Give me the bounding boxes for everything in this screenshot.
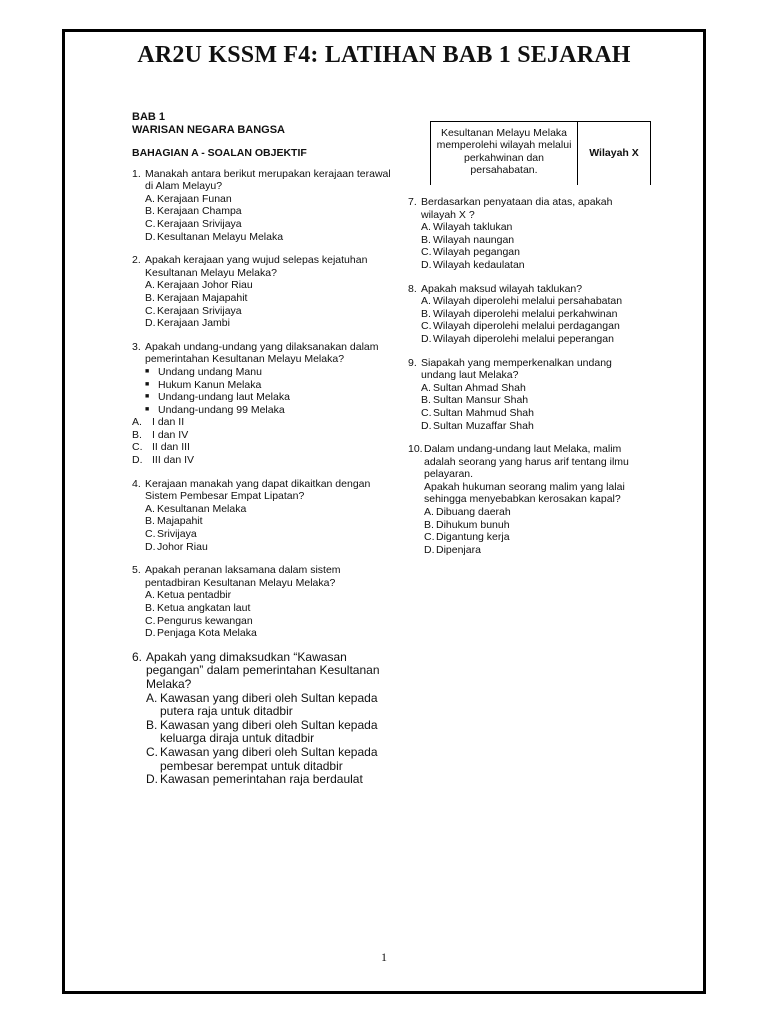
question-stem [408,443,648,506]
answer-options [408,382,648,432]
option-letter: A. [421,221,431,234]
question-text [421,196,648,221]
option-text: II dan III [152,441,190,454]
answer-option [145,627,394,640]
question-text [145,254,394,279]
option-text: Kesultanan Melaka [157,502,247,515]
question-number: 9. [408,356,417,369]
answer-option [421,221,648,234]
option-text: Ketua angkatan laut [157,602,251,614]
option-letter: D. [145,317,156,330]
option-letter: A. [145,279,155,292]
statement-text: Undang-undang 99 Melaka [158,403,285,416]
statement-item [145,366,394,379]
option-text: Wilayah taklukan [433,221,513,234]
question-number: 8. [408,282,417,295]
question-6 [132,651,394,787]
answer-option [132,441,394,454]
option-letter: A. [145,589,155,602]
statement-item [145,391,394,404]
question-text-line: Apakah peranan laksamana dalam sistem pentadbiran Kesultanan Melayu Melaka? [145,564,341,589]
answer-options [132,692,394,787]
statement-text: Hukum Kanun Melaka [158,378,262,391]
answer-options [132,193,394,243]
question-text-line: Apakah undang-undang yang dilaksanakan dalam pemerintahan Kesultanan Melayu Melaka? [145,340,379,366]
chapter-name: WARISAN NEGARA BANGSA [132,124,285,136]
answer-option [132,416,394,429]
question-text [421,283,648,296]
question-stem [132,254,394,279]
option-text: Kerajaan Majapahit [157,291,248,304]
question-stem [132,341,394,366]
answer-options [408,506,648,556]
option-text: Sultan Ahmad Shah [433,381,526,394]
answer-option [421,234,648,247]
option-text: I dan IV [152,428,189,441]
question-text-line: Manakah antara berikut merupakan kerajaan terawal di Alam Melayu? [145,167,391,193]
answer-option [145,231,394,244]
option-letter: B. [145,515,155,528]
question-2 [132,254,394,330]
option-text: Digantung kerja [436,531,510,544]
bullet-icon: ■ [145,393,150,401]
question-text-line-2: Apakah hukuman seorang malim yang lalai sehingga menyebabkan kerosakan kapal? [424,480,625,506]
answer-option [421,407,648,420]
answer-option [421,394,648,407]
option-letter: C. [145,614,156,627]
question-number: 2. [132,254,141,267]
option-letter: B. [145,205,155,218]
option-letter: B. [421,307,431,320]
question-8 [408,283,648,346]
option-letter: A. [132,416,142,429]
question-7 [408,196,648,272]
page-title: AR2U KSSM F4: LATIHAN BAB 1 SEJARAH [137,42,631,68]
option-letter: D. [145,230,156,243]
option-letter: A. [146,690,158,705]
option-letter: A. [145,502,155,515]
info-box-statement: Kesultanan Melayu Melaka memperolehi wilayah melalui perkahwinan dan persahabatan. [431,122,578,185]
question-stem [132,168,394,193]
question-stem [132,651,394,692]
question-9 [408,357,648,433]
section-heading: BAHAGIAN A - SOALAN OBJEKTIF [132,147,307,159]
option-letter: B. [421,233,431,246]
question-text-line: Dalam undang-undang laut Melaka, malim adalah seorang yang harus arif tentang ilmu pelayaran. [424,443,629,481]
answer-option [145,541,394,554]
answer-option [145,589,394,602]
answer-option [145,503,394,516]
option-text: Ketua pentadbir [157,589,232,602]
page-number: 1 [381,950,387,964]
answer-option [145,305,394,318]
option-letter: C. [145,304,156,317]
answer-option [146,692,394,719]
option-letter: D. [421,258,432,271]
question-stem [132,564,394,589]
option-text: Pengurus kewangan [157,614,253,627]
bullet-icon: ■ [145,367,150,375]
answer-option [145,193,394,206]
answer-option [145,528,394,541]
left-column [132,111,394,798]
answer-option [145,602,394,615]
statement-list [132,366,394,416]
option-text: Wilayah pegangan [433,246,520,259]
answer-option [132,454,394,467]
right-column [408,196,648,567]
option-text: Dibuang daerah [436,506,511,519]
question-text-line: Apakah kerajaan yang wujud selepas kejatuhan Kesultanan Melayu Melaka? [145,254,368,279]
option-letter: C. [421,320,432,333]
option-letter: D. [145,627,156,640]
option-text: Wilayah diperolehi melalui peperangan [433,332,614,345]
question-number: 1. [132,167,141,180]
question-stem [408,196,648,221]
option-text: Johor Riau [157,540,208,553]
question-text-line: Apakah maksud wilayah taklukan? [421,282,583,295]
question-text [424,443,648,506]
option-text: Dihukum bunuh [436,518,510,531]
question-10 [408,443,648,556]
question-number: 7. [408,196,417,208]
option-letter: C. [145,217,156,230]
option-letter: C. [145,528,156,541]
answer-options [408,221,648,271]
option-text: Kerajaan Champa [157,205,242,218]
option-letter: A. [424,506,434,519]
option-letter: D. [145,540,156,553]
answer-option [146,719,394,746]
option-text: Sultan Mansur Shah [433,394,529,407]
option-text: III dan IV [152,454,195,467]
option-letter: C. [146,744,158,759]
answer-option [132,429,394,442]
option-text: Kawasan pemerintahan raja berdaulat [160,772,363,787]
info-box [430,121,651,185]
answer-option [145,292,394,305]
option-text: Kerajaan Funan [157,192,232,205]
answer-options [132,279,394,329]
option-text: Wilayah naungan [433,233,515,246]
answer-option [424,544,648,557]
question-text-line: Siapakah yang memperkenalkan undang undang laut Melaka? [421,356,612,382]
statement-text: Undang undang Manu [158,365,262,378]
question-3 [132,341,394,467]
question-number: 5. [132,564,141,577]
option-letter: A. [421,295,431,308]
option-text: Wilayah kedaulatan [433,258,525,271]
option-text: Majapahit [157,515,203,528]
option-text: Kesultanan Melayu Melaka [157,230,284,243]
answer-option [421,295,648,308]
statement-text: Undang-undang laut Melaka [158,391,290,404]
answer-option [146,746,394,773]
answer-option [421,259,648,272]
question-text-line: Apakah yang dimaksudkan “Kawasan pegangan” dalam pemerintahan Kesultanan Melaka? [146,649,380,691]
option-text: Srivijaya [157,528,197,541]
answer-option [145,515,394,528]
statement-item [145,379,394,392]
answer-option [146,773,394,787]
option-text: Wilayah diperolehi melalui persahabatan [433,295,623,308]
question-1 [132,168,394,244]
answer-option [424,531,648,544]
question-text [145,564,394,589]
option-letter: B. [424,518,434,531]
bullet-icon: ■ [145,405,150,413]
answer-options [408,295,648,345]
option-text: Kerajaan Jambi [157,317,230,330]
question-text [146,651,394,692]
option-letter: D. [132,454,143,467]
left-question-list [132,168,394,787]
answer-option [145,279,394,292]
option-letter: B. [145,291,155,304]
question-text [145,168,394,193]
option-letter: D. [424,543,435,556]
question-number: 4. [132,477,141,490]
option-text: Wilayah diperolehi melalui perdagangan [433,320,620,333]
answer-option [145,205,394,218]
option-text: Sultan Mahmud Shah [433,406,534,419]
answer-option [145,615,394,628]
option-letter: B. [421,394,431,407]
option-text: Kerajaan Srivijaya [157,217,242,230]
answer-options [132,503,394,553]
answer-option [421,333,648,346]
question-text [145,478,394,503]
answer-options [132,416,394,466]
answer-option [145,317,394,330]
question-text [421,357,648,382]
option-letter: D. [421,332,432,345]
question-4 [132,478,394,554]
question-number: 3. [132,340,141,353]
right-question-list [408,196,648,556]
answer-option [424,519,648,532]
option-letter: D. [146,772,158,787]
answer-option [421,308,648,321]
statement-item [145,404,394,417]
option-text: I dan II [152,416,185,429]
question-number: 10. [408,443,423,456]
answer-option [421,246,648,259]
question-stem [132,478,394,503]
option-text: Kawasan yang diberi oleh Sultan kepada pembesar berempat untuk ditadbir [160,744,378,773]
option-text: Wilayah diperolehi melalui perkahwinan [433,307,618,320]
answer-options [132,589,394,639]
option-text: Penjaga Kota Melaka [157,627,257,640]
answer-option [421,382,648,395]
option-letter: B. [132,428,142,441]
answer-option [421,320,648,333]
option-letter: B. [145,602,155,614]
option-text: Kawasan yang diberi oleh Sultan kepada putera raja untuk ditadbir [160,690,378,719]
option-letter: A. [145,192,155,205]
option-text: Kerajaan Srivijaya [157,304,242,317]
question-number: 6. [132,649,143,664]
option-letter: A. [421,381,431,394]
option-letter: C. [424,531,435,544]
question-text-line: Kerajaan manakah yang dapat dikaitkan dengan Sistem Pembesar Empat Lipatan? [145,477,371,503]
option-text: Kawasan yang diberi oleh Sultan kepada keluarga diraja untuk ditadbir [160,717,378,746]
option-letter: C. [421,246,432,259]
option-text: Sultan Muzaffar Shah [433,419,534,432]
answer-option [421,420,648,433]
answer-option [424,506,648,519]
bullet-icon: ■ [145,380,150,388]
chapter-number: BAB 1 [132,111,166,123]
option-letter: B. [146,717,158,732]
info-box-label: Wilayah X [589,147,639,160]
question-stem [408,357,648,382]
option-text: Dipenjara [436,543,481,556]
question-5 [132,564,394,640]
option-letter: D. [421,419,432,432]
option-letter: C. [132,441,143,454]
option-letter: C. [421,406,432,419]
question-text-line: Berdasarkan penyataan dia atas, apakah wilayah X ? [421,196,613,221]
option-text: Kerajaan Johor Riau [157,279,253,292]
answer-option [145,218,394,231]
question-text [145,341,394,366]
question-stem [408,283,648,296]
